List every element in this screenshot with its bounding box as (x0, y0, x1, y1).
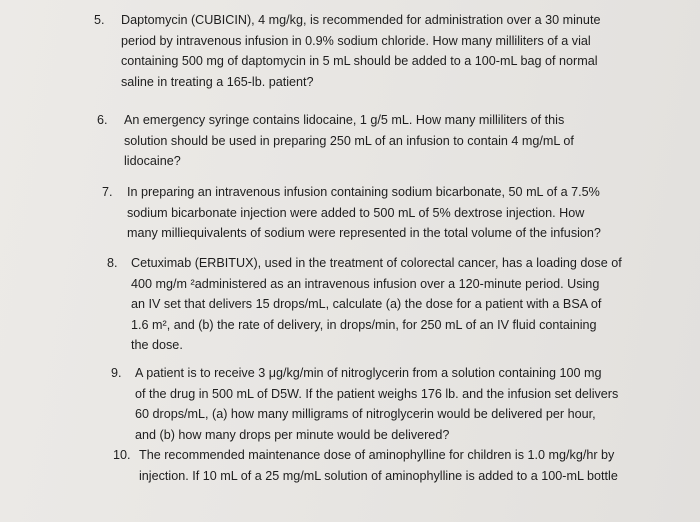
question-line: of the drug in 500 mL of D5W. If the patient weighs 176 lb. and the infusion set delivers (135, 386, 619, 401)
question-number: 9. (111, 366, 122, 380)
question-8 (107, 253, 697, 357)
question-line: an IV set that delivers 15 drops/mL, calculate (a) the dose for a patient with a BSA of (131, 297, 602, 311)
question-text (135, 363, 618, 445)
question-10 (113, 445, 697, 489)
question-line: Daptomycin (CUBICIN), 4 mg/kg, is recommended for administration over a 30 minute (121, 13, 601, 27)
question-text (139, 445, 618, 486)
question-text (127, 182, 601, 244)
question-7 (102, 182, 697, 246)
question-line: period by intravenous infusion in 0.9% sodium chloride. How many milliliters of a vial (121, 33, 591, 48)
question-line: 60 drops/mL, (a) how many milligrams of nitroglycerin would be delivered per hour, (135, 407, 596, 421)
question-text (121, 10, 600, 92)
question-line: Cetuximab (ERBITUX), used in the treatment of colorectal cancer, has a loading dose of (131, 256, 622, 270)
question-number: 8. (107, 256, 118, 270)
question-line: The recommended maintenance dose of aminophylline for children is 1.0 mg/kg/hr by (139, 448, 615, 462)
question-line: An emergency syringe contains lidocaine, 1 g/5 mL. How many milliliters of this (124, 113, 565, 127)
question-number: 7. (102, 185, 113, 199)
question-number: 6. (97, 113, 108, 127)
question-line: 400 mg/m ²administered as an intravenous infusion over a 120-minute period. Using (131, 276, 600, 291)
question-line: and (b) how many drops per minute would be delivered? (135, 427, 450, 442)
question-line: In preparing an intravenous infusion containing sodium bicarbonate, 50 mL of a 7.5% (127, 185, 600, 199)
question-line: containing 500 mg of daptomycin in 5 mL should be added to a 100-mL bag of normal (121, 54, 598, 68)
question-text (131, 253, 622, 356)
question-9 (111, 363, 696, 447)
question-line: lidocaine? (124, 154, 181, 168)
question-5 (94, 10, 694, 94)
question-line: A patient is to receive 3 μg/kg/min of nitroglycerin from a solution containing 100 mg (135, 366, 602, 380)
question-6 (97, 110, 694, 174)
question-text (124, 110, 574, 172)
question-line: many milliequivalents of sodium were represented in the total volume of the infusion? (127, 226, 601, 240)
question-line: saline in treating a 165-lb. patient? (121, 74, 314, 89)
question-line: injection. If 10 mL of a 25 mg/mL solution of aminophylline is added to a 100-mL bottle (139, 468, 618, 483)
question-line: solution should be used in preparing 250 mL of an infusion to contain 4 mg/mL of (124, 133, 574, 148)
question-number: 10. (113, 448, 131, 462)
question-line: the dose. (131, 338, 183, 352)
question-number: 5. (94, 13, 105, 27)
question-line: 1.6 m², and (b) the rate of delivery, in drops/min, for 250 mL of an IV fluid containing (131, 317, 597, 332)
question-line: sodium bicarbonate injection were added to 500 mL of 5% dextrose injection. How (127, 205, 585, 220)
